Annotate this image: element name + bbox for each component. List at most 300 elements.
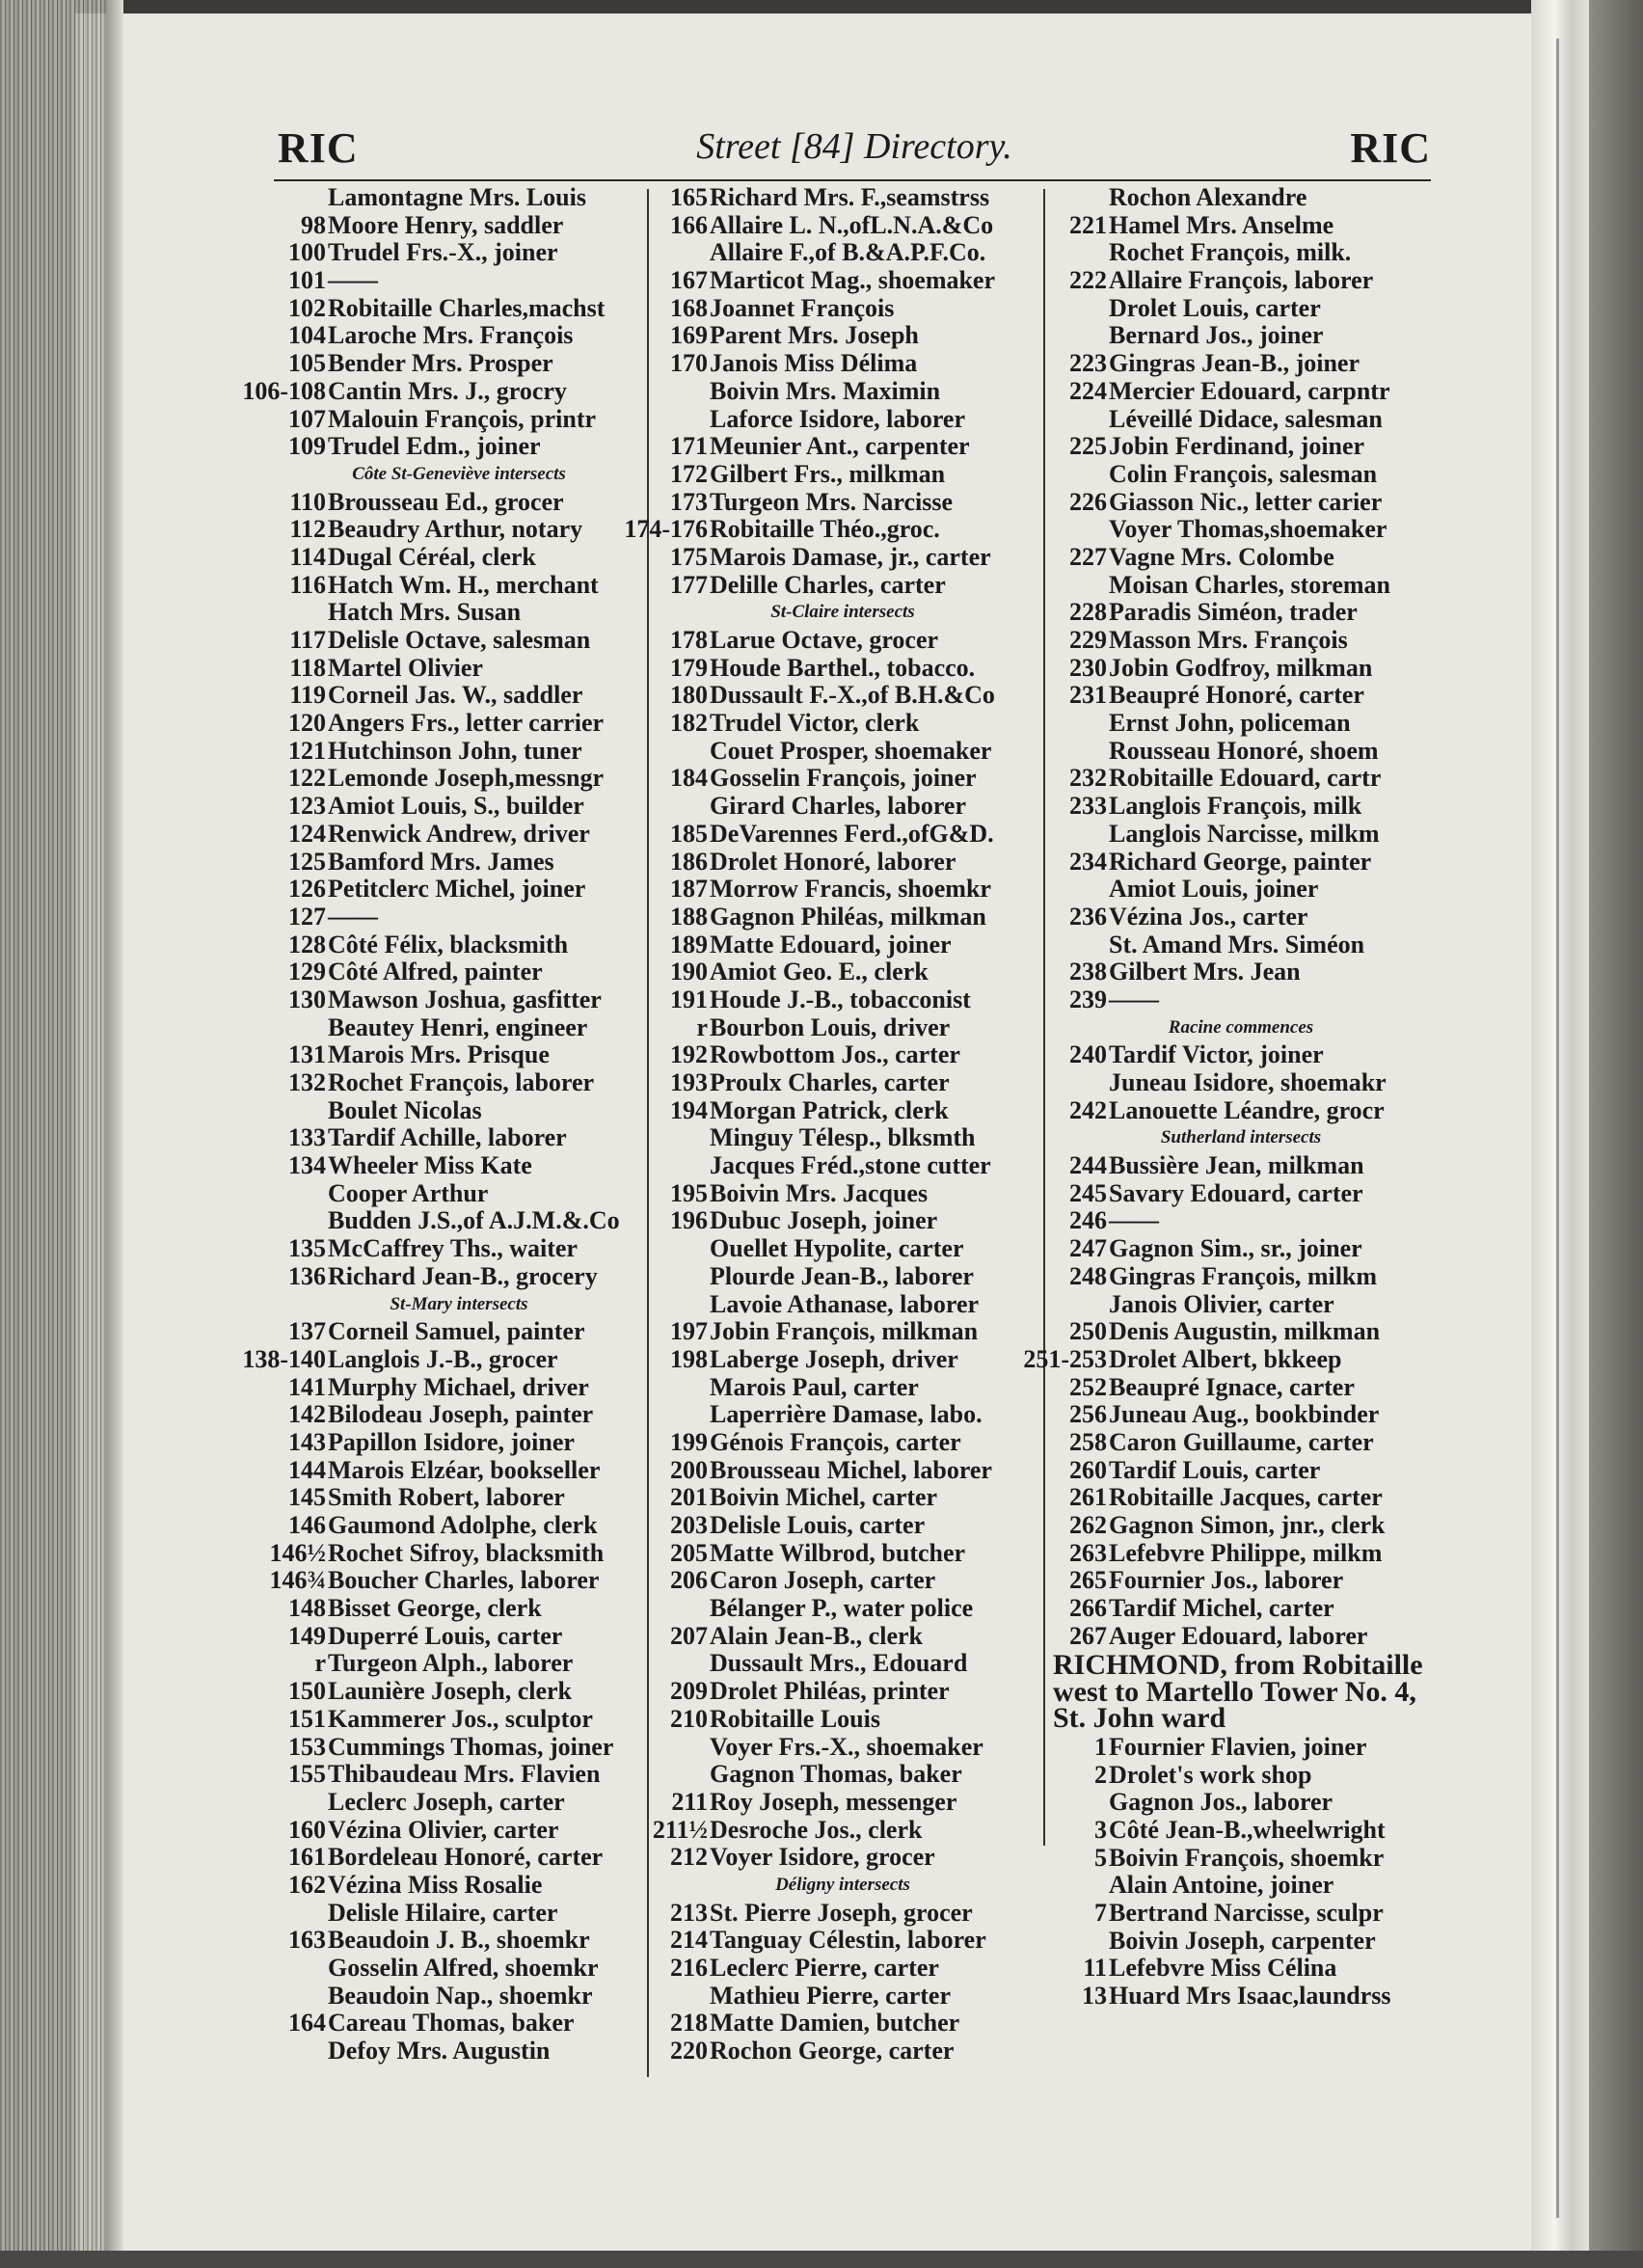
resident-name: Colin François, salesman xyxy=(1109,459,1378,488)
directory-entry xyxy=(652,1567,1034,1595)
directory-entry xyxy=(652,1291,1034,1319)
header-right-guideword: RIC xyxy=(1350,124,1431,172)
house-number: 153 xyxy=(288,1732,326,1761)
house-number: 248 xyxy=(1069,1261,1107,1290)
house-number: 229 xyxy=(1069,626,1107,654)
directory-entry xyxy=(1051,322,1431,350)
directory-entry xyxy=(1023,1344,1431,1374)
directory-entry xyxy=(652,876,1034,904)
directory-entry xyxy=(652,1844,1034,1872)
directory-entry xyxy=(270,239,648,267)
house-number: 141 xyxy=(288,1372,326,1401)
directory-entry xyxy=(270,433,648,461)
resident-name: —— xyxy=(328,266,378,295)
resident-name: Bussière Jean, milkman xyxy=(1109,1151,1364,1180)
house-number: 246 xyxy=(1069,1206,1107,1235)
directory-entry xyxy=(270,1263,648,1291)
resident-name: Génois François, carter xyxy=(710,1427,961,1456)
house-number: 13 xyxy=(1082,1982,1107,2011)
directory-entry xyxy=(1051,544,1431,572)
directory-entry xyxy=(652,1318,1034,1346)
house-number: 178 xyxy=(670,626,708,654)
resident-name: Juneau Isidore, shoemakr xyxy=(1109,1068,1387,1096)
directory-entry xyxy=(270,738,648,766)
house-number: 207 xyxy=(670,1621,708,1650)
house-number: 107 xyxy=(288,404,326,433)
directory-entry xyxy=(270,655,648,683)
house-number: 188 xyxy=(670,902,708,931)
house-number: 211 xyxy=(671,1787,708,1816)
directory-entry xyxy=(1051,1180,1431,1208)
house-number: 220 xyxy=(670,2037,708,2066)
directory-entry xyxy=(270,489,648,517)
house-number: 133 xyxy=(288,1123,326,1152)
directory-entry xyxy=(270,765,648,793)
house-number: 149 xyxy=(288,1621,326,1650)
resident-name: —— xyxy=(1109,985,1159,1013)
directory-entry xyxy=(1051,1872,1431,1900)
resident-name: Mercier Edouard, carpntr xyxy=(1109,376,1390,405)
house-number: 240 xyxy=(1069,1040,1107,1069)
house-number: 258 xyxy=(1069,1427,1107,1456)
resident-name: Amiot Louis, S., builder xyxy=(328,792,584,821)
section-note-text: Déligny intersects xyxy=(775,1874,910,1895)
house-number: 196 xyxy=(670,1206,708,1235)
directory-entry xyxy=(1051,1540,1431,1568)
house-number: 225 xyxy=(1069,432,1107,461)
resident-name: Marticot Mag., shoemaker xyxy=(710,266,996,295)
directory-entry xyxy=(652,1207,1034,1235)
house-number: 211½ xyxy=(652,1815,708,1844)
directory-entry xyxy=(652,1429,1034,1457)
resident-name: Roy Joseph, messenger xyxy=(710,1787,957,1816)
house-number: 171 xyxy=(670,432,708,461)
house-number: 98 xyxy=(301,210,326,239)
resident-name: Vagne Mrs. Colombe xyxy=(1109,542,1334,571)
directory-entry xyxy=(1051,295,1431,323)
directory-entry xyxy=(270,599,648,627)
resident-name: Bisset George, clerk xyxy=(328,1594,542,1623)
house-number: 195 xyxy=(670,1178,708,1207)
directory-entry xyxy=(652,1014,1034,1042)
resident-name: Rousseau Honoré, shoem xyxy=(1109,736,1379,765)
directory-entry xyxy=(270,2038,648,2066)
directory-entry xyxy=(270,986,648,1014)
resident-name: Gilbert Mrs. Jean xyxy=(1109,958,1301,986)
directory-entry xyxy=(652,1955,1034,1983)
resident-name: Alain Antoine, joiner xyxy=(1109,1871,1334,1900)
resident-name: Tardif Michel, carter xyxy=(1109,1594,1334,1623)
section-note xyxy=(652,1872,1034,1900)
resident-name: Kammerer Jos., sculptor xyxy=(328,1704,593,1733)
house-number: 177 xyxy=(670,570,708,599)
street-heading: RICHMOND, from Robitaille west to Martello Tower No. 4, St. John ward xyxy=(1053,1649,1423,1735)
house-number: 128 xyxy=(288,930,326,958)
house-number: 5 xyxy=(1094,1843,1107,1872)
directory-column-1 xyxy=(242,183,648,2066)
resident-name: Robitaille Théo.,groc. xyxy=(710,515,940,544)
resident-name: Tardif Louis, carter xyxy=(1109,1455,1321,1484)
directory-entry xyxy=(1051,710,1431,738)
resident-name: Allaire L. N.,ofL.N.A.&Co xyxy=(710,210,994,239)
resident-name: Beaudoin Nap., shoemkr xyxy=(328,1981,593,2010)
house-number: 2 xyxy=(1094,1760,1107,1789)
house-number: 162 xyxy=(288,1870,326,1899)
resident-name: Dussault F.-X.,of B.H.&Co xyxy=(710,681,995,710)
directory-entry xyxy=(624,515,1034,544)
house-number: 1 xyxy=(1094,1732,1107,1761)
resident-name: Bernard Jos., joiner xyxy=(1109,321,1324,350)
directory-entry xyxy=(652,295,1034,323)
resident-name: Houde J.-B., tobacconist xyxy=(710,985,971,1013)
house-number: 117 xyxy=(289,626,326,654)
directory-entry xyxy=(652,184,1034,212)
directory-entry xyxy=(652,765,1034,793)
resident-name: Lefebvre Miss Célina xyxy=(1109,1954,1337,1983)
house-number: 193 xyxy=(670,1068,708,1096)
directory-entry xyxy=(270,1567,648,1595)
directory-entry xyxy=(1051,765,1431,793)
directory-entry xyxy=(270,876,648,904)
resident-name: Rochon George, carter xyxy=(710,2037,955,2066)
directory-entry xyxy=(652,1152,1034,1180)
resident-name: St. Amand Mrs. Siméon xyxy=(1109,930,1365,958)
section-note-text: St-Mary intersects xyxy=(390,1293,528,1314)
directory-entry xyxy=(1051,1152,1431,1180)
house-number: 242 xyxy=(1069,1095,1107,1124)
house-number: 244 xyxy=(1069,1151,1107,1180)
directory-entry xyxy=(652,1346,1034,1374)
directory-entry xyxy=(270,1789,648,1817)
resident-name: Robitaille Edouard, cartr xyxy=(1109,764,1382,793)
house-number: r xyxy=(314,1649,326,1678)
house-number: 109 xyxy=(288,432,326,461)
resident-name: Langlois J.-B., grocer xyxy=(328,1344,558,1373)
resident-name: Léveillé Didace, salesman xyxy=(1109,404,1383,433)
house-number: 121 xyxy=(288,736,326,765)
resident-name: Gilbert Frs., milkman xyxy=(710,459,946,488)
section-note-text: Sutherland intersects xyxy=(1160,1127,1322,1148)
directory-entry xyxy=(270,793,648,821)
directory-entry xyxy=(652,1734,1034,1762)
house-number: r xyxy=(696,1012,708,1041)
directory-entry xyxy=(270,904,648,932)
resident-name: Plourde Jean-B., laborer xyxy=(710,1261,974,1290)
resident-name: Hamel Mrs. Anselme xyxy=(1109,210,1334,239)
house-number: 194 xyxy=(670,1095,708,1124)
house-number: 101 xyxy=(288,266,326,295)
resident-name: Janois Miss Délima xyxy=(710,349,918,378)
house-number: 210 xyxy=(670,1704,708,1733)
resident-name: Boulet Nicolas xyxy=(328,1095,482,1124)
directory-entry xyxy=(1051,1484,1431,1512)
house-number: 146¾ xyxy=(269,1566,326,1595)
directory-entry xyxy=(270,1983,648,2011)
resident-name: Robitaille Louis xyxy=(710,1704,880,1733)
house-number: 185 xyxy=(670,819,708,848)
directory-entry xyxy=(270,1069,648,1097)
resident-name: Langlois Narcisse, milkm xyxy=(1109,819,1380,848)
house-number: 232 xyxy=(1069,764,1107,793)
directory-entry xyxy=(1051,1983,1431,2011)
house-number: 110 xyxy=(289,487,326,516)
directory-entry xyxy=(1051,738,1431,766)
resident-name: Brousseau Ed., grocer xyxy=(328,487,564,516)
resident-name: Langlois François, milk xyxy=(1109,792,1362,821)
resident-name: Defoy Mrs. Augustin xyxy=(328,2037,551,2066)
directory-entry xyxy=(270,1512,648,1540)
directory-entry xyxy=(270,1207,648,1235)
resident-name: Hatch Mrs. Susan xyxy=(328,598,522,627)
house-number: 144 xyxy=(288,1455,326,1484)
directory-entry xyxy=(652,1789,1034,1817)
resident-name: Leclerc Pierre, carter xyxy=(710,1954,939,1982)
directory-entry xyxy=(270,406,648,434)
directory-entry xyxy=(1051,1041,1431,1069)
directory-entry xyxy=(1051,239,1431,267)
house-number: 129 xyxy=(288,958,326,986)
resident-name: Amiot Louis, joiner xyxy=(1109,875,1319,904)
directory-entry xyxy=(1051,1457,1431,1485)
house-number: 102 xyxy=(288,293,326,322)
directory-entry xyxy=(1051,489,1431,517)
resident-name: Beaudoin J. B., shoemkr xyxy=(328,1926,590,1955)
directory-entry xyxy=(652,378,1034,406)
resident-name: Beautey Henri, engineer xyxy=(328,1012,588,1041)
directory-entry xyxy=(652,1927,1034,1955)
house-number: 148 xyxy=(288,1594,326,1623)
directory-entry xyxy=(1051,1567,1431,1595)
resident-name: Vézina Olivier, carter xyxy=(328,1815,559,1844)
house-number: 135 xyxy=(288,1234,326,1263)
resident-name: Robitaille Charles,machst xyxy=(328,293,606,322)
resident-name: Allaire François, laborer xyxy=(1109,266,1374,295)
house-number: 168 xyxy=(670,293,708,322)
resident-name: Caron Joseph, carter xyxy=(710,1566,936,1595)
directory-entry xyxy=(1051,986,1431,1014)
house-number: 236 xyxy=(1069,902,1107,931)
directory-entry xyxy=(1051,1595,1431,1623)
house-number: 119 xyxy=(289,681,326,710)
house-number: 197 xyxy=(670,1317,708,1346)
directory-entry xyxy=(1051,1734,1431,1762)
header-rule xyxy=(274,179,1431,181)
directory-entry xyxy=(270,1097,648,1125)
directory-entry xyxy=(270,1734,648,1762)
resident-name: Gagnon Sim., sr., joiner xyxy=(1109,1234,1362,1263)
directory-entry xyxy=(270,1014,648,1042)
directory-entry xyxy=(242,376,648,406)
house-number: 136 xyxy=(288,1261,326,1290)
directory-entry xyxy=(1051,1817,1431,1845)
house-number: 262 xyxy=(1069,1511,1107,1539)
resident-name: Gingras François, milkm xyxy=(1109,1261,1378,1290)
directory-entry xyxy=(652,1761,1034,1789)
house-number: 190 xyxy=(670,958,708,986)
resident-name: Thibaudeau Mrs. Flavien xyxy=(328,1760,601,1789)
directory-entry xyxy=(270,1401,648,1429)
resident-name: Corneil Jas. W., saddler xyxy=(328,681,583,710)
house-number: 251-253 xyxy=(1023,1344,1107,1373)
house-number: 266 xyxy=(1069,1594,1107,1623)
resident-name: Drolet Albert, bkkeep xyxy=(1109,1344,1342,1373)
house-number: 265 xyxy=(1069,1566,1107,1595)
resident-name: Careau Thomas, baker xyxy=(328,2009,575,2038)
resident-name: Gaumond Adolphe, clerk xyxy=(328,1511,598,1539)
resident-name: Gagnon Simon, jnr., clerk xyxy=(1109,1511,1386,1539)
resident-name: Bordeleau Honoré, carter xyxy=(328,1843,604,1872)
resident-name: St. Pierre Joseph, grocer xyxy=(710,1898,973,1927)
directory-entry xyxy=(1051,655,1431,683)
resident-name: Drolet's work shop xyxy=(1109,1760,1312,1789)
resident-name: Matte Edouard, joiner xyxy=(710,930,952,958)
house-number: 213 xyxy=(670,1898,708,1927)
resident-name: Richard Jean-B., grocery xyxy=(328,1261,598,1290)
resident-name: Smith Robert, laborer xyxy=(328,1483,565,1512)
house-number: 161 xyxy=(288,1843,326,1872)
directory-entry xyxy=(270,932,648,959)
resident-name: Delisle Louis, carter xyxy=(710,1511,926,1539)
directory-entry xyxy=(652,572,1034,600)
house-number: 214 xyxy=(670,1926,708,1955)
directory-entry xyxy=(652,1401,1034,1429)
resident-name: Mawson Joshua, gasfitter xyxy=(328,985,602,1013)
section-note-text: St-Claire intersects xyxy=(770,602,915,623)
house-number: 175 xyxy=(670,542,708,571)
resident-name: Jacques Fréd.,stone cutter xyxy=(710,1151,991,1180)
directory-entry xyxy=(270,1623,648,1651)
directory-entry xyxy=(270,682,648,710)
section-note xyxy=(1051,1014,1431,1042)
resident-name: Morrow Francis, shoemkr xyxy=(710,875,991,904)
house-number: 247 xyxy=(1069,1234,1107,1263)
resident-name: Drolet Honoré, laborer xyxy=(710,847,956,876)
directory-entry xyxy=(652,1041,1034,1069)
house-number: 203 xyxy=(670,1511,708,1539)
resident-name: Rowbottom Jos., carter xyxy=(710,1040,960,1069)
directory-entry xyxy=(652,904,1034,932)
resident-name: Papillon Isidore, joiner xyxy=(328,1427,575,1456)
directory-entry xyxy=(652,682,1034,710)
directory-entry xyxy=(1051,1069,1431,1097)
directory-entry xyxy=(1051,1263,1431,1291)
directory-entry xyxy=(652,239,1034,267)
directory-entry xyxy=(270,184,648,212)
directory-entry xyxy=(270,1872,648,1900)
directory-entry xyxy=(1051,849,1431,877)
resident-name: Cummings Thomas, joiner xyxy=(328,1732,614,1761)
directory-entry xyxy=(652,1512,1034,1540)
resident-name: Drolet Philéas, printer xyxy=(710,1677,950,1706)
directory-entry xyxy=(1051,350,1431,378)
resident-name: Dugal Céréal, clerk xyxy=(328,542,536,571)
directory-entry xyxy=(652,1097,1034,1125)
house-number: 131 xyxy=(288,1040,326,1069)
resident-name: Rochon Alexandre xyxy=(1109,183,1307,211)
directory-entry xyxy=(652,1235,1034,1263)
house-number: 260 xyxy=(1069,1455,1107,1484)
resident-name: Bamford Mrs. James xyxy=(328,847,554,876)
house-number: 201 xyxy=(670,1483,708,1512)
directory-entry xyxy=(652,433,1034,461)
resident-name: Dubuc Joseph, joiner xyxy=(710,1206,938,1235)
section-note-text: Côte St-Geneviève intersects xyxy=(352,463,566,484)
resident-name: Launière Joseph, clerk xyxy=(328,1677,573,1706)
house-number: 179 xyxy=(670,653,708,682)
directory-entry xyxy=(1051,1762,1431,1790)
resident-name: Gingras Jean-B., joiner xyxy=(1109,349,1360,378)
directory-entry xyxy=(652,1900,1034,1928)
house-number: 105 xyxy=(288,349,326,378)
house-number: 223 xyxy=(1069,349,1107,378)
directory-entry xyxy=(1051,1512,1431,1540)
resident-name: Jobin Godfroy, milkman xyxy=(1109,653,1373,682)
directory-entry xyxy=(652,1180,1034,1208)
page-left-shadow xyxy=(106,0,123,2268)
resident-name: Auger Edouard, laborer xyxy=(1109,1621,1368,1650)
resident-name: Budden J.S.,of A.J.M.&.Co xyxy=(328,1206,620,1235)
resident-name: Parent Mrs. Joseph xyxy=(710,321,919,350)
directory-entry xyxy=(652,1069,1034,1097)
resident-name: Côté Jean-B.,wheelwright xyxy=(1109,1816,1386,1844)
directory-entry xyxy=(270,1595,648,1623)
house-number: 100 xyxy=(288,238,326,267)
directory-entry xyxy=(270,544,648,572)
page-bottom-edge xyxy=(0,2251,1643,2268)
house-number: 137 xyxy=(288,1317,326,1346)
resident-name: Rochet François, laborer xyxy=(328,1068,595,1096)
house-number: 172 xyxy=(670,459,708,488)
directory-entry xyxy=(652,1678,1034,1706)
house-number: 216 xyxy=(670,1954,708,1982)
directory-entry xyxy=(652,1484,1034,1512)
directory-entry xyxy=(270,1844,648,1872)
resident-name: Amiot Geo. E., clerk xyxy=(710,958,929,986)
resident-name: Malouin François, printr xyxy=(328,404,597,433)
resident-name: Jobin François, milkman xyxy=(710,1317,979,1346)
resident-name: Janois Olivier, carter xyxy=(1109,1289,1334,1318)
house-number: 123 xyxy=(288,792,326,821)
running-header xyxy=(278,123,1431,181)
directory-entry xyxy=(270,322,648,350)
directory-entry xyxy=(1051,1097,1431,1125)
resident-name: Gagnon Thomas, baker xyxy=(710,1760,962,1789)
house-number: 250 xyxy=(1069,1317,1107,1346)
resident-name: Morgan Patrick, clerk xyxy=(710,1095,949,1124)
directory-entry xyxy=(652,1457,1034,1485)
house-number: 200 xyxy=(670,1455,708,1484)
directory-entry xyxy=(1051,1429,1431,1457)
resident-name: Paradis Siméon, trader xyxy=(1109,598,1358,627)
resident-name: Lamontagne Mrs. Louis xyxy=(328,183,586,211)
resident-name: Matte Wilbrod, butcher xyxy=(710,1538,966,1567)
resident-name: Gagnon Jos., laborer xyxy=(1109,1788,1333,1817)
resident-name: Jobin Ferdinand, joiner xyxy=(1109,432,1365,461)
directory-entry xyxy=(270,1484,648,1512)
resident-name: Gosselin Alfred, shoemkr xyxy=(328,1954,599,1982)
house-number: 134 xyxy=(288,1151,326,1180)
house-number: 124 xyxy=(288,819,326,848)
directory-entry xyxy=(1051,572,1431,600)
directory-entry xyxy=(1051,406,1431,434)
house-number: 166 xyxy=(670,210,708,239)
house-number: 234 xyxy=(1069,847,1107,876)
resident-name: Bertrand Narcisse, sculpr xyxy=(1109,1899,1384,1928)
directory-entry xyxy=(270,1650,648,1678)
resident-name: Martel Olivier xyxy=(328,653,483,682)
house-number: 245 xyxy=(1069,1178,1107,1207)
section-note-text: Racine commences xyxy=(1168,1016,1314,1038)
